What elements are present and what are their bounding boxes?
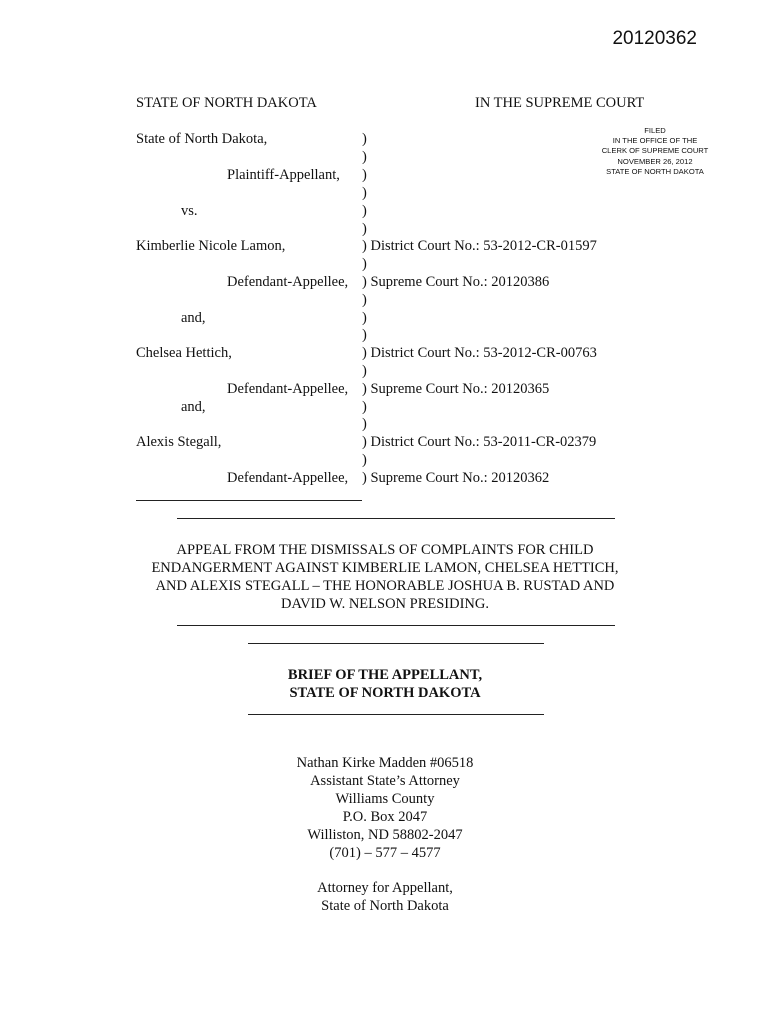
- attorney-line: (701) – 577 – 4577: [329, 845, 441, 861]
- attorney-for-line: State of North Dakota: [321, 898, 449, 914]
- plaintiff-name: State of North Dakota,: [136, 131, 268, 147]
- defendant-hettich-role: Defendant-Appellee,: [227, 381, 349, 397]
- caption-paren: [362, 433, 596, 451]
- appeal-title: [0, 541, 770, 613]
- caption-paren: ): [362, 310, 367, 326]
- brief-bottom-rule: [248, 714, 544, 715]
- caption-paren: [362, 237, 597, 255]
- attorney-for-block: [0, 879, 770, 915]
- caption-paren: ): [362, 381, 367, 397]
- caption-paren: ): [362, 452, 367, 468]
- header-court: IN THE SUPREME COURT: [475, 95, 645, 111]
- plaintiff-role: Plaintiff-Appellant,: [227, 167, 340, 183]
- caption-paren: [362, 380, 549, 398]
- caption-paren: [362, 469, 549, 487]
- and-label: and,: [181, 310, 206, 326]
- caption-paren: ): [362, 167, 367, 183]
- caption-paren: ): [362, 345, 367, 361]
- caption-paren: [362, 344, 597, 362]
- filed-stamp: [585, 126, 725, 177]
- attorney-line: P.O. Box 2047: [342, 809, 428, 825]
- caption-paren: ): [362, 434, 367, 450]
- attorney-line: Assistant State’s Attorney: [310, 773, 460, 789]
- attorney-block: [0, 754, 770, 862]
- defendant-hettich-name: Chelsea Hettich,: [136, 345, 232, 361]
- brief-title-line: STATE OF NORTH DAKOTA: [289, 685, 481, 701]
- defendant-lamon-role: Defendant-Appellee,: [227, 274, 349, 290]
- caption-paren: ): [362, 274, 367, 290]
- caption-paren: ): [362, 470, 367, 486]
- attorney-line: Nathan Kirke Madden #06518: [296, 755, 474, 771]
- caption-paren: ): [362, 149, 367, 165]
- caption-paren: ): [362, 221, 367, 237]
- caption-paren: ): [362, 238, 367, 254]
- caption-paren: ): [362, 131, 367, 147]
- caption-paren: ): [362, 399, 367, 415]
- stamp-line: FILED: [644, 126, 666, 135]
- stamp-line: IN THE OFFICE OF THE: [612, 136, 698, 146]
- stamp-line: NOVEMBER 26, 2012: [617, 156, 693, 166]
- appeal-title-line: DAVID W. NELSON PRESIDING.: [281, 596, 489, 612]
- caption-paren: ): [362, 256, 367, 272]
- brief-top-rule: [248, 643, 544, 644]
- attorney-for-line: Attorney for Appellant,: [317, 880, 453, 896]
- caption-underline: [136, 500, 362, 501]
- lamon-supreme-court-no: Supreme Court No.: 20120386: [370, 274, 550, 290]
- document-number: 20120362: [612, 28, 697, 49]
- appeal-top-rule: [177, 518, 615, 519]
- caption-paren: ): [362, 185, 367, 201]
- caption-paren: ): [362, 363, 367, 379]
- header-state: STATE OF NORTH DAKOTA: [136, 95, 317, 111]
- defendant-stegall-name: Alexis Stegall,: [136, 434, 222, 450]
- caption-paren: ): [362, 203, 367, 219]
- appeal-title-line: AND ALEXIS STEGALL – THE HONORABLE JOSHUA B. RUSTAD AND: [155, 578, 615, 594]
- caption-paren: ): [362, 416, 367, 432]
- defendant-lamon-name: Kimberlie Nicole Lamon,: [136, 238, 286, 254]
- stegall-district-court-no: District Court No.: 53-2011-CR-02379: [370, 434, 597, 450]
- caption-paren: [362, 273, 549, 291]
- appeal-title-line: APPEAL FROM THE DISMISSALS OF COMPLAINTS FOR CHILD: [176, 542, 594, 558]
- and-label: and,: [181, 399, 206, 415]
- brief-title-line: BRIEF OF THE APPELLANT,: [287, 667, 483, 683]
- attorney-line: Williams County: [335, 791, 435, 807]
- defendant-stegall-role: Defendant-Appellee,: [227, 470, 349, 486]
- brief-title: [0, 666, 770, 702]
- lamon-district-court-no: District Court No.: 53-2012-CR-01597: [370, 238, 597, 254]
- stegall-supreme-court-no: Supreme Court No.: 20120362: [370, 470, 550, 486]
- stamp-line: STATE OF NORTH DAKOTA: [606, 166, 704, 176]
- appeal-bottom-rule: [177, 625, 615, 626]
- appeal-title-line: ENDANGERMENT AGAINST KIMBERLIE LAMON, CHELSEA HETTICH,: [151, 560, 619, 576]
- hettich-district-court-no: District Court No.: 53-2012-CR-00763: [370, 345, 597, 361]
- stamp-line: CLERK OF SUPREME COURT: [601, 146, 709, 156]
- versus-label: vs.: [181, 203, 198, 219]
- attorney-line: Williston, ND 58802-2047: [307, 827, 463, 843]
- caption-paren: ): [362, 327, 367, 343]
- caption-paren: ): [362, 292, 367, 308]
- hettich-supreme-court-no: Supreme Court No.: 20120365: [370, 381, 550, 397]
